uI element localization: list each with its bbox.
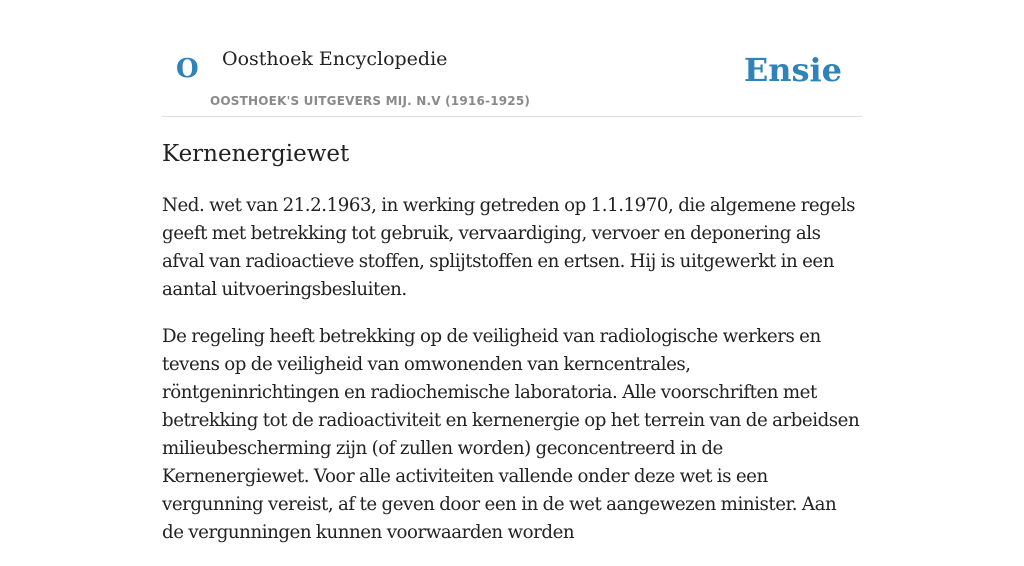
article-paragraph: Ned. wet van 21.2.1963, in werking getreden op 1.1.1970, die algemene regels geeft met betrekking tot gebruik, vervaardiging, vervoer en deponering als afval van radioactieve stoffen, splijtstoffen en ertsen. Hij is uitgewerkt in een aantal uitvoeringsbesluiten. [162, 195, 856, 300]
publication-title[interactable]: Oosthoek Encyclopedie [222, 48, 448, 70]
publisher-subtitle: OOSTHOEK'S UITGEVERS MIJ. N.V (1916-1925) [210, 94, 531, 108]
site-header [162, 0, 862, 117]
page [162, 0, 862, 543]
ensie-logo[interactable]: Ensie [743, 51, 842, 89]
publication-logo[interactable]: O [176, 54, 199, 84]
article-title: Kernenergiewet [162, 141, 350, 167]
article-body [162, 192, 862, 566]
article-paragraph: De regeling heeft betrekking op de veiligheid van radiologische werkers en tevens op de veiligheid van omwonenden van kerncentrales, röntgeninrichtingen en radiochemische laboratoria. Alle voorschriften met betrekking tot de radioactiviteit en kernenergie op het terrein van de arbeidsen milieubescherming zijn (of zullen worden) geconcentreerd in de Kernenergiewet. Voor alle activiteiten vallende onder deze wet is een vergunning vereist, af te geven door een in de wet aangewezen minister. Aan de vergunningen kunnen voorwaarden worden [162, 326, 860, 543]
